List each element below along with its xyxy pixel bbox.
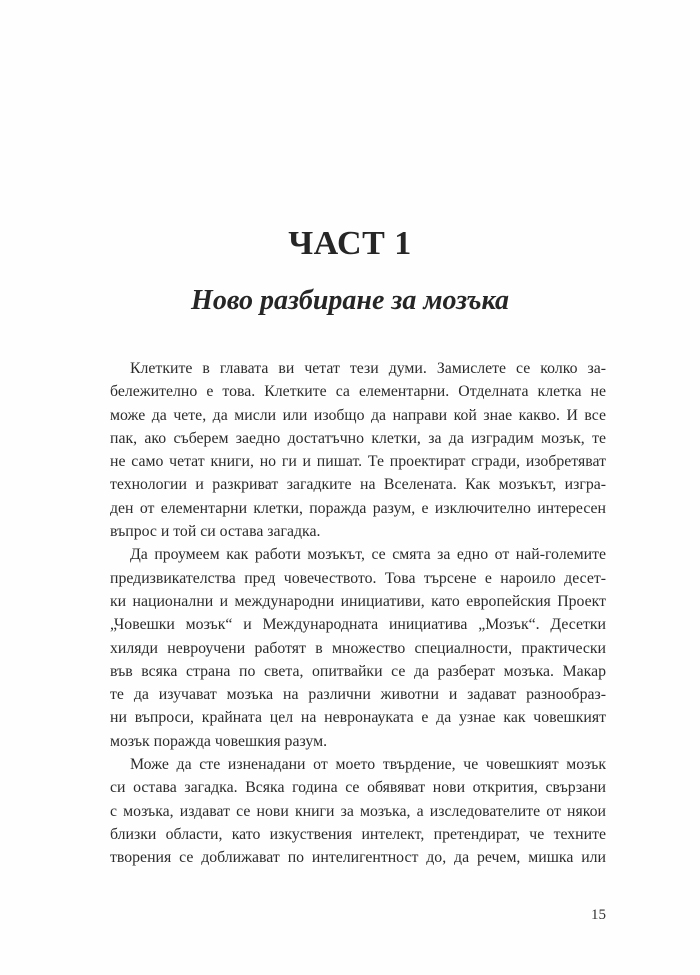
part-title: Ново разбиране за мозъка: [191, 285, 509, 316]
text-line: „Човешки мозък“ и Международната инициатива „Мозък“. Десетки: [110, 616, 606, 634]
text-line: въпрос и той си остава загадка.: [110, 523, 321, 541]
text-line: си остава загадка. Всяка година се обявяват нови открития, свързани: [110, 779, 606, 797]
paragraph-1: [110, 357, 606, 543]
text-line: Може да сте изненадани от моето твърдение, че човешкият мозък: [130, 756, 606, 774]
text-line: ни въпроси, крайната цел на невронауката е да узнае как човешкият: [110, 709, 606, 727]
body-text: [110, 357, 606, 870]
text-line: мозък поражда човешкия разум.: [110, 732, 328, 750]
text-line: технологии и разкриват загадките на Вселената. Как мозъкът, изгра-: [110, 476, 606, 494]
text-line: творения се доближават по интелигентност до, да речем, мишка или: [110, 849, 606, 867]
text-line: с мозъка, издават се нови книги за мозъка, а изследователите от някои: [110, 802, 606, 820]
text-line: ден от елементарни клетки, поражда разум, е изключително интересен: [110, 499, 606, 517]
text-line: може да чете, да мисли или изобщо да направи кой знае какво. И все: [110, 406, 606, 424]
text-line: предизвикателства пред човечеството. Това търсене е нароило десет-: [110, 569, 606, 587]
text-line: ки национални и международни инициативи, като европейския Проект: [110, 592, 606, 610]
paragraph-2: [110, 543, 606, 753]
paragraph-3: [110, 753, 606, 869]
text-line: пак, ако съберем заедно достатъчно клетки, за да изградим мозък, те: [110, 429, 606, 447]
text-line: те да изучават мозъка на различни животни и задават разнообраз-: [110, 686, 606, 704]
text-line: хиляди невроучени работят в множество специалности, практически: [110, 639, 606, 657]
text-line: Да проумеем как работи мозъкът, се смята за едно от най-големите: [130, 546, 606, 564]
page-number: 15: [591, 907, 606, 923]
text-line: близки области, като изкуствения интелект, претендират, че техните: [110, 825, 606, 843]
part-heading: ЧАСТ 1: [288, 225, 412, 262]
text-line: във всяка страна по света, опитвайки се да разберат мозъка. Макар: [110, 662, 606, 680]
text-line: бележително е това. Клетките са елементарни. Отделната клетка не: [110, 383, 606, 401]
text-line: Клетките в главата ви четат тези думи. Замислете се колко за-: [130, 360, 606, 377]
text-line: не само четат книги, но ги и пишат. Те проектират сгради, изобретяват: [110, 453, 606, 471]
